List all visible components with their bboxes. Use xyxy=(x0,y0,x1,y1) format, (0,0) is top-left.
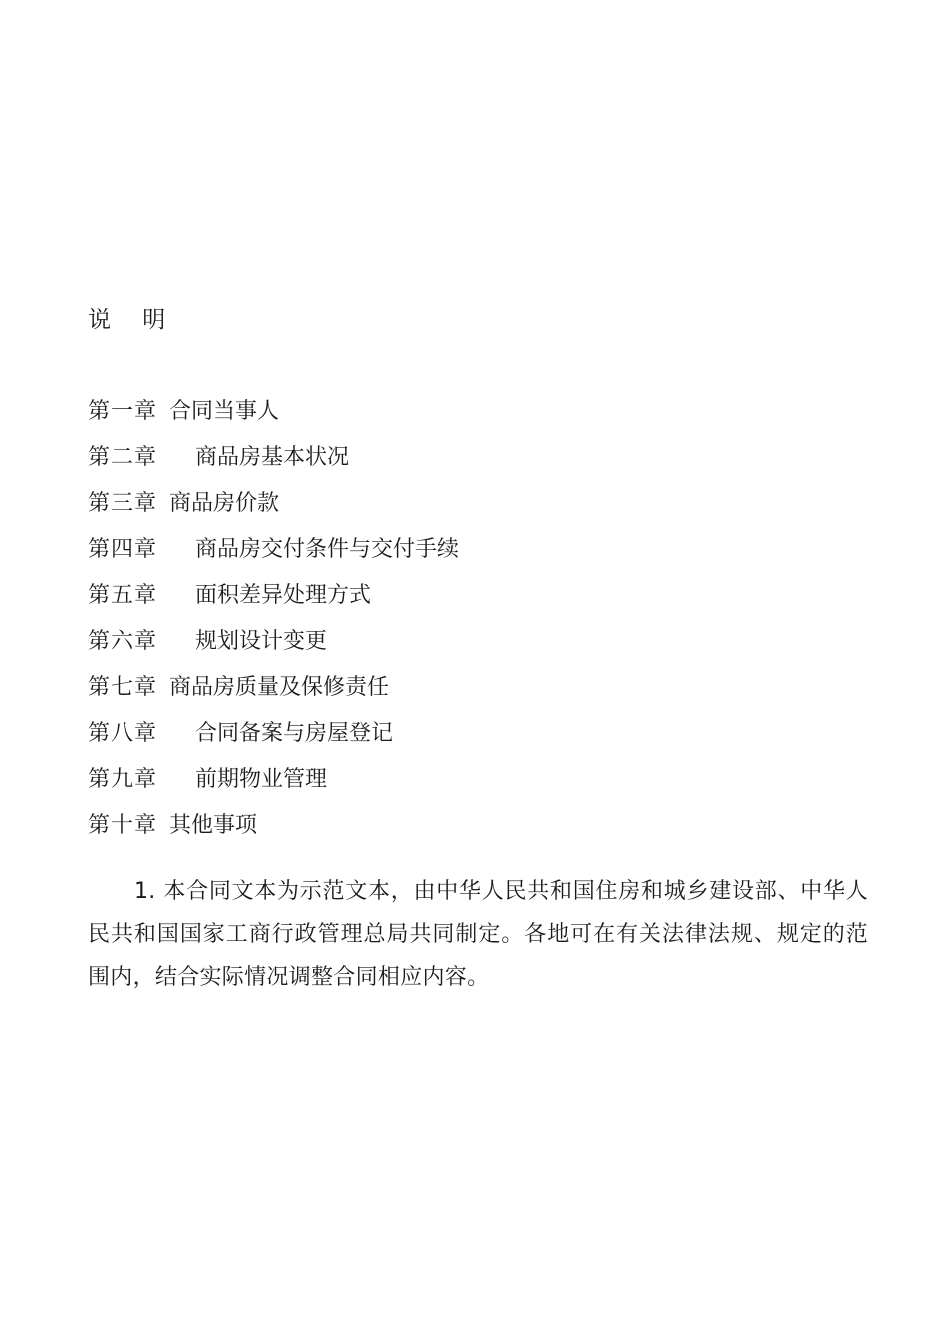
section-heading: 说 明 xyxy=(88,307,178,333)
chapter-number: 第六章 xyxy=(88,629,158,654)
toc-item xyxy=(88,581,459,627)
toc-item xyxy=(88,765,459,811)
chapter-number: 第九章 xyxy=(88,767,158,792)
chapter-title: 商品房基本状况 xyxy=(195,445,350,470)
chapter-title: 前期物业管理 xyxy=(195,767,328,792)
chapter-number: 第八章 xyxy=(88,721,158,746)
chapter-title: 商品房交付条件与交付手续 xyxy=(195,537,460,562)
chapter-number: 第十章 xyxy=(88,813,158,838)
toc-item xyxy=(88,673,459,719)
toc-item xyxy=(88,719,459,765)
chapter-number: 第三章 xyxy=(88,491,158,516)
toc-item xyxy=(88,489,459,535)
chapter-title: 合同备案与房屋登记 xyxy=(195,721,394,746)
explanatory-note: 1. 本合同文本为示范文本，由中华人民共和国住房和城乡建设部、中华人民共和国国家工商行政管理总局共同制定。各地可在有关法律法规、规定的范围内，结合实际情况调整合同相应内容。 xyxy=(88,879,868,990)
chapter-title: 商品房价款 xyxy=(169,491,280,516)
toc-item xyxy=(88,443,459,489)
toc-item xyxy=(88,397,459,443)
chapter-number: 第二章 xyxy=(88,445,158,470)
chapter-number: 第四章 xyxy=(88,537,158,562)
chapter-number: 第七章 xyxy=(88,675,158,700)
chapter-number: 第一章 xyxy=(88,399,158,424)
toc-item xyxy=(88,811,459,857)
chapter-title: 商品房质量及保修责任 xyxy=(169,675,390,700)
chapter-title: 面积差异处理方式 xyxy=(195,583,372,608)
table-of-contents xyxy=(88,397,459,857)
chapter-title: 其他事项 xyxy=(169,813,258,838)
toc-item xyxy=(88,627,459,673)
toc-item xyxy=(88,535,459,581)
chapter-title: 合同当事人 xyxy=(169,399,280,424)
chapter-title: 规划设计变更 xyxy=(195,629,328,654)
chapter-number: 第五章 xyxy=(88,583,158,608)
